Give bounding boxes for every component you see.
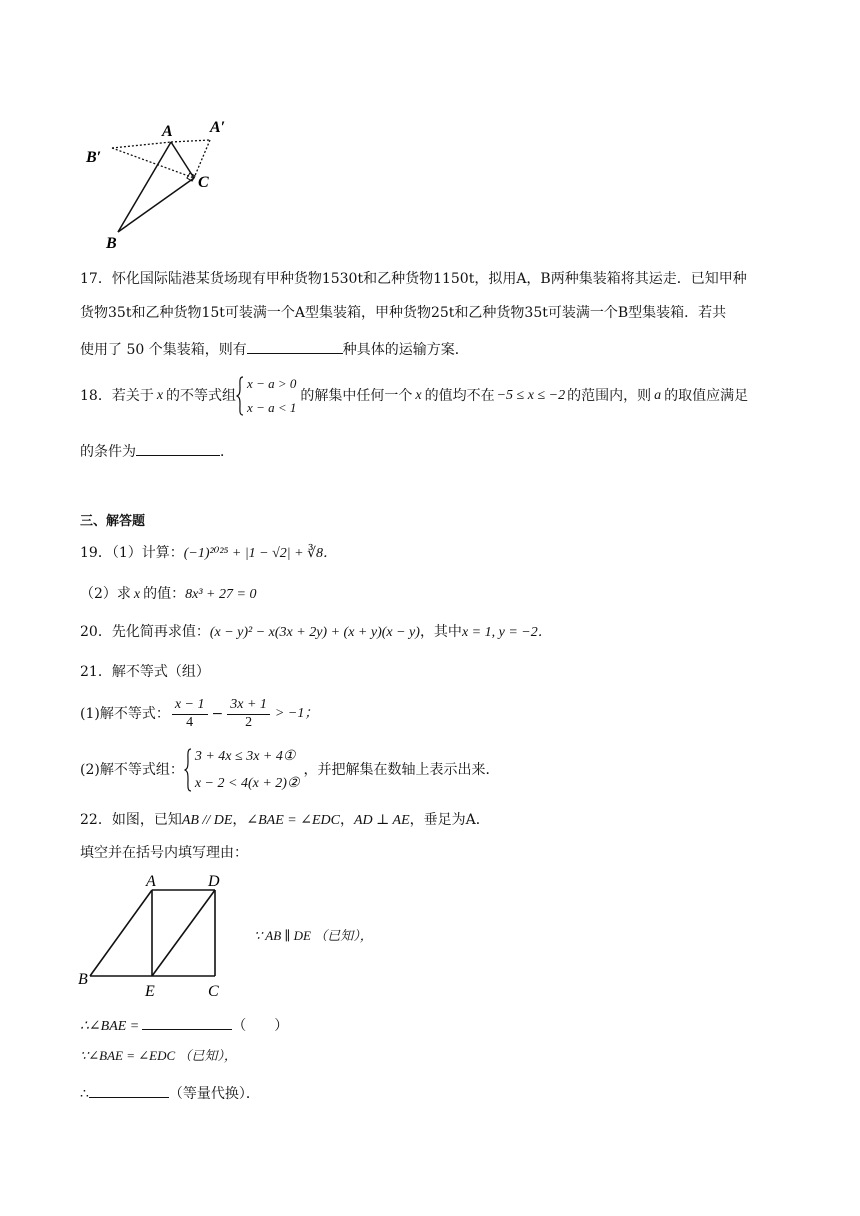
label-A-prime: A′ xyxy=(210,119,226,136)
q22-sep1: ， xyxy=(232,812,247,828)
q19-part1 xyxy=(80,545,337,563)
q20-expr: (x − y)² − x(3x + 2y) + (x + y)(x − y) xyxy=(209,625,420,640)
q21-p1-frac2 xyxy=(227,697,270,730)
q21-p2-suffix: ，并把解集在数轴上表示出来． xyxy=(303,761,500,778)
q21-p1-label: (1)解不等式： xyxy=(80,705,170,722)
parallelogram-figure xyxy=(76,872,236,1002)
q20-mid: ，其中 xyxy=(419,624,462,640)
left-brace-icon xyxy=(184,748,192,792)
q22-step1-blank[interactable] xyxy=(142,1015,232,1030)
q22-step3 xyxy=(80,1083,260,1103)
q17-line2: 货物35t和乙种货物15t可装满一个A型集装箱，甲种货物25t和乙种货物35t可装满一个B型集装箱．若共 xyxy=(80,305,727,321)
q17-line1: 17．怀化国际陆港某货场现有甲种货物1530t和乙种货物1150t，拟用A，B两种集装箱将其运走．已知甲种 xyxy=(80,271,747,287)
q20-cond: x = 1, y = −2． xyxy=(461,625,552,640)
label-C: C xyxy=(198,174,209,191)
q18-var-a: a xyxy=(654,387,662,403)
q22-given: ∵ AB ∥ DE （已知）， xyxy=(254,928,373,943)
q20-label: 20．先化简再求值： xyxy=(80,624,210,640)
q21-p1-rhs: > −1； xyxy=(274,705,319,721)
q19-part2 xyxy=(80,586,256,604)
triangle-rotation-figure xyxy=(82,112,232,252)
q21-p1-frac1 xyxy=(172,697,208,730)
q22-line2: 填空并在括号内填写理由： xyxy=(80,845,248,861)
q17-text-a: 使用了 50 个集装箱，则有 xyxy=(80,342,247,358)
label-B-prime: B′ xyxy=(86,149,102,166)
q17-line3 xyxy=(80,339,469,359)
q22-step3-blank[interactable] xyxy=(89,1083,169,1098)
q17-text-b: 种具体的运输方案． xyxy=(342,342,469,358)
label-D: D xyxy=(208,873,220,890)
q18-line2 xyxy=(80,441,234,461)
q19-part2-mid: 的值： xyxy=(143,586,186,602)
q22-line1 xyxy=(80,812,490,830)
label-A: A xyxy=(162,123,173,140)
q21-title: 21．解不等式（组） xyxy=(80,664,210,680)
q21-p1-den2: 2 xyxy=(245,714,253,730)
q18-range: −5 ≤ x ≤ −2 xyxy=(496,387,566,403)
q17-answer-blank[interactable] xyxy=(247,339,343,354)
q18-ineq1: x − a > 0 xyxy=(247,376,297,391)
q19-part2-label: （2）求 xyxy=(80,586,131,602)
q22-step2: ∵∠BAE = ∠EDC （已知）， xyxy=(80,1048,237,1063)
label-B: B xyxy=(78,971,88,988)
q22-end: ，垂足为A． xyxy=(409,812,490,828)
label-C: C xyxy=(208,983,219,1000)
q22-step3-therefore: ∴ xyxy=(80,1086,89,1102)
q22-sep2: ， xyxy=(339,812,354,828)
q18-line2-text: 的条件为 xyxy=(80,444,136,460)
q19-part1-label: 19．（1）计算： xyxy=(80,545,184,561)
q18-suffix: 的取值应满足 xyxy=(664,387,749,404)
left-brace-icon xyxy=(236,376,244,416)
q22-step1-text: ∴∠BAE = xyxy=(80,1019,140,1034)
q18-mid3: 的值均不在 xyxy=(424,387,495,404)
q21-p1-num2: 3x + 1 xyxy=(227,697,270,714)
q18-var-x: x xyxy=(156,387,164,403)
q19-part2-expr: 8x³ + 27 = 0 xyxy=(185,587,257,602)
section-title-solutions: 三、解答题 xyxy=(80,514,146,529)
q20 xyxy=(80,624,552,642)
q18-prefix: 18．若关于 xyxy=(80,387,154,404)
q22-step1-reason: （ ） xyxy=(232,1018,289,1034)
q22-step3-reason: （等量代换）． xyxy=(168,1086,260,1102)
q21-p2-label: (2)解不等式组： xyxy=(80,761,184,778)
q22-cond1: AB // DE xyxy=(181,813,233,828)
q21-p2-ineq1: 3 + 4x ≤ 3x + 4① xyxy=(194,749,296,764)
q18-mid2: 的解集中任何一个 xyxy=(300,387,413,404)
q18-mid1: 的不等式组 xyxy=(166,387,237,404)
q21-p1-den1: 4 xyxy=(186,714,194,730)
q19-part2-var: x xyxy=(133,587,141,602)
label-B: B xyxy=(106,235,117,252)
q19-part1-expr: (−1)²⁰²⁵ + |1 − √2| + ∛8． xyxy=(183,546,338,561)
q21-part1 xyxy=(80,694,318,734)
q22-cond2: ∠BAE = ∠EDC xyxy=(246,813,340,828)
q21-p1-minus: − xyxy=(211,705,224,722)
q21-p2-ineq2: x − 2 < 4(x + 2)② xyxy=(194,775,300,791)
q18-line1 xyxy=(80,376,748,416)
label-E: E xyxy=(145,983,155,1000)
q22-cond3: AD ⊥ AE xyxy=(353,813,410,828)
q18-end: ． xyxy=(220,444,234,460)
q18-answer-blank[interactable] xyxy=(136,441,220,456)
q18-ineq2: x − a < 1 xyxy=(247,399,297,415)
q22-step1 xyxy=(80,1015,288,1036)
q18-var-x-2: x xyxy=(415,387,422,403)
label-A: A xyxy=(146,873,156,890)
q22-label: 22．如图，已知 xyxy=(80,812,182,828)
q18-inequality-system xyxy=(236,376,296,416)
q18-mid4: 的范围内，则 xyxy=(567,387,652,404)
q21-p1-num1: x − 1 xyxy=(172,697,208,714)
q21-p2-system xyxy=(184,748,300,792)
q21-part2 xyxy=(80,748,500,792)
